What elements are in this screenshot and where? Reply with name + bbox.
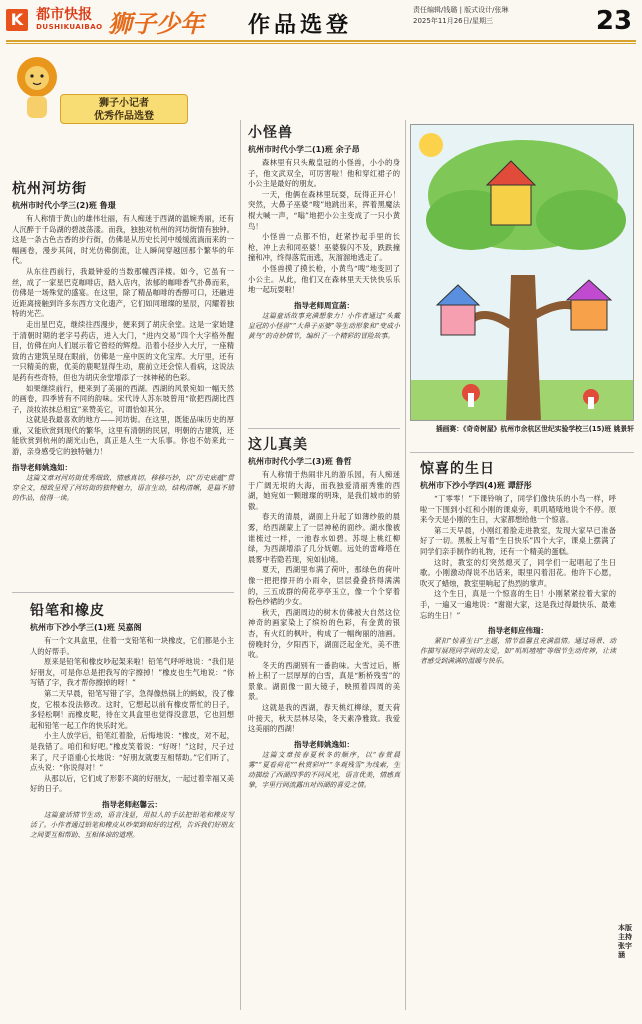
paragraph: 小主人放学后，铅笔红着脸，后悔地说：“橡皮，对不起，是我错了。咱们和好吧。”橡皮笑着说：“好呀！”这时，尺子过来了，尺子语重心长地说：“好朋友就要互相帮助。”它们听了，点头说：“你说得对！” — [30, 731, 234, 773]
paragraph: 小怪兽一点都不怕，赶紧抄起手里的长枪，冲上去和同巫婆！巫婆躲闪不及，跌跌撞撞和冲，终得落荒而逃，灰溜溜地逃走了。 — [248, 232, 400, 263]
paragraph: 小怪兽摸了摸长枪，小黄鸟“嗖”地变回了小公主。从此，他们又在森林里天天快快乐乐地一起玩耍啦！ — [248, 263, 400, 295]
paragraph: 有人称情于热闹非凡的游乐园，有人痴迷于广阔无垠的大海，而我独爱清丽秀雅的西湖，她宛如一颗璀璨的明珠，是我们城市的骄傲。 — [248, 470, 400, 511]
article-pencil — [30, 600, 234, 840]
paragraph: “丁零零！”下课铃响了，同学们像快乐的小鸟一样，呼啦一下围到小红和小刚的课桌旁，叽叽喳喳地说个不停。原来今天是小刚的生日，大家都想给他一个惊喜。 — [420, 494, 616, 525]
teacher-note: 这篇文章按春夏秋冬的顺序，以“春赏晨雾”“夏看荷花”“秋赏彩叶”“冬观残雪”为线索，生动描绘了西湖四季的不同风光，语言优美，情感真挚，字里行间流露出对西湖的喜爱之情。 — [248, 750, 400, 789]
column-line1: 狮子小记者 — [99, 98, 149, 109]
paragraph: 走出星巴克，继续往西漫步，便来到了胡庆余堂。这是一家始建于清朝时期的老字号药店，进入大门，“进内交易”四个大字格外醒目，仿佛在向人们展示着它曾经的辉煌。沿着小径步入大厅，一座精致的古建筑呈现在眼前，仿佛是一座中医的文化宝库。大厅里，还有一只精美的鹿，优美的鹿呢显得生动，鹿前立还会惊人看病，这说法是药有些奇特，但也为胡庆余堂增添了一抹神秘的色彩。 — [12, 319, 234, 382]
paragraph: 森林里有只头戴皇冠的小怪兽，小小的身子，他文武双全，可厉害啦！他和穿红裙子的小公主是最好的朋友。 — [248, 158, 400, 189]
lion-mascot-icon — [12, 52, 62, 122]
teacher-note-title: 指导老师赵馨云： — [102, 799, 162, 809]
article-hangzhou — [12, 178, 234, 503]
paragraph: 这就是我最喜欢的地方——河坊街。在这里，既能品味历史的厚重，又能欣赏到现代的繁华，这里有清朝的民居，明朝的古建筑，还能欣赏到杭州的湖光山色，真正是人生一大乐事。你也不妨来此一游，亲身感受它的独特魅力！ — [12, 415, 234, 457]
teacher-note-title: 指导老师姚逸如： — [12, 462, 72, 472]
article-title: 惊喜的生日 — [420, 461, 495, 477]
paragraph: 有一个文具盒里，住着一支铅笔和一块橡皮，它们都是小主人的好帮手。 — [30, 636, 234, 656]
paragraph: 秋天，西湖周边的树木仿佛被大自然这位神奇的画家染上了缤纷的色彩，有金黄的银杏，有火红的枫叶，构成了一幅绚丽的油画。傍晚时分，夕阳西下，湖面泛起金光，美不胜收。 — [248, 607, 400, 660]
paragraph: 有人称情于黄山的雄伟壮丽，有人痴迷于西湖的温婉秀丽，还有人沉醉于千岛湖的碧波荡漾。而我，独独对杭州的河坊街情有独钟。这是一条古色古香的步行街，仿佛是从历史长河中缓缓流淌而来的一幅画卷，漫步其间，时光仿佛倒流，让人瞬间穿越回那个繁华的年代。 — [12, 214, 234, 266]
page-number: 23 — [590, 0, 638, 42]
paragraph: 这就是我的西湖，春天桃红柳绿，夏天荷叶接天，秋天层林尽染，冬天素净雅致。我爱这美丽的西湖！ — [248, 703, 400, 734]
paragraph: 夏天，西湖里布满了荷叶，那绿色的荷叶像一把把撑开的小雨伞，层层叠叠挤得满满的，三五成群的荷花亭亭玉立，像一个个穿着粉色纱裙的少女。 — [248, 565, 400, 607]
teacher-note: 紧扣“惊喜生日”主题，情节温馨且充满温情。通过场景、动作描写展现同学间的友爱，如“叽叽喳喳”等细节生动传神，让读者感受到满满的温暖与快乐。 — [420, 637, 616, 666]
paragraph: 第二天早晨，铅笔写错了字，急得像热锅上的蚂蚁，没了橡皮，它根本没法修改。这时，它想起以前有橡皮帮忙的日子，多轻松啊！而橡皮呢，待在文具盒里也觉得没意思，它也回想起和铅笔一起工作的快乐时光。 — [30, 688, 234, 730]
design: 版式设计/张琳 — [464, 6, 509, 14]
teacher-note: 这篇童话故事充满想象力！小作者通过“头戴皇冠的小怪兽”“大鼻子巫婆”等生动形象和“变成小黄鸟”的奇妙情节，编织了一个精彩的冒险故事。 — [248, 311, 400, 340]
logo-icon: K — [6, 9, 28, 31]
column-divider — [405, 120, 406, 1010]
illustration-caption: 插画赛：《奇奇树屋》杭州市余杭区世纪实验学校三(15)班 姚景轩 — [435, 425, 634, 433]
article-body — [30, 636, 234, 795]
article-beauty — [248, 434, 400, 790]
teacher-note-title: 指导老师周宣菡： — [294, 300, 354, 310]
editor-info: 责任编辑/钱璐 | 版式设计/张琳 2025年11月26日/星期三 — [413, 6, 509, 25]
article-body — [12, 214, 234, 458]
treehouse-illustration — [410, 124, 634, 421]
article-body — [420, 494, 616, 621]
section-divider — [410, 452, 634, 453]
article-byline: 杭州市下沙小学三(1)班 吴嘉阁 — [30, 623, 142, 632]
article-body — [248, 470, 400, 735]
teacher-note-title: 指导老师应伟瑞： — [488, 626, 548, 636]
header-rule — [6, 40, 636, 42]
column-line2: 优秀作品选登 — [94, 111, 154, 122]
issue-date: 2025年11月26日/星期三 — [413, 17, 493, 25]
article-monster — [248, 122, 400, 341]
paragraph: 原来是铅笔和橡皮吵起架来啦！铅笔气呼呼地说：“我们是好朋友，可是你总是把我写的字擦掉！”橡皮也生气地说：“你写错了字，我才帮你擦掉的呀！” — [30, 657, 234, 688]
paragraph: 从那以后，它们成了形影不离的好朋友，一起过着幸福又美好的日子。 — [30, 773, 234, 794]
article-byline: 杭州市时代小学二(1)班 余子昂 — [248, 145, 360, 154]
paragraph: 一天，他俩在森林里玩耍，玩得正开心！突然，大鼻子巫婆“嗖”地跳出来，挥着黑魔法棍大喊一声，“嗡”地把小公主变成了一只小黄鸟！ — [248, 189, 400, 231]
lion-brand-title: 狮子少年 — [108, 9, 204, 38]
teacher-note: 这篇童话情节生动，语言浅显，用拟人的手法把铅笔和橡皮写活了。小作者通过铅笔和橡皮从吵架到和好的过程，告诉我们好朋友之间要互相帮助、互相体谅的道理。 — [30, 810, 234, 839]
article-body — [248, 158, 400, 296]
paragraph: 从东往西前行，我最钟爱的当数那幢西洋楼。如今，它虽有一丝，成了一家星巴克咖啡店，踏入店内，浓郁的咖啡香气扑鼻而来，仿佛是一场殊觉的盛宴。在这里，除了精品咖啡的香醇可口，还融进近距离接触到许多东西方文化遗产，它们如同璀璨的星辰，闪耀着独特的光芒。 — [12, 266, 234, 319]
section-divider — [248, 428, 400, 429]
section-divider — [12, 592, 234, 593]
article-title: 这儿真美 — [248, 437, 308, 453]
header-rule-thin — [6, 43, 636, 44]
paragraph: 如果继续前行，便来到了美丽的西湖。西湖的风景宛如一幅天然的画卷，四季皆有不同的韵味。宋代诗人苏东坡曾用“欲把西湖比西子，淡妆浓抹总相宜”来赞美它，可谓恰如其分。 — [12, 383, 234, 414]
article-byline: 杭州市下沙小学四(4)班 谭舒彤 — [420, 481, 532, 490]
paragraph: 冬天的西湖别有一番韵味。大雪过后，断桥上积了一层厚厚的白雪，真是“断桥残雪”的景象。湖面像一面大镜子，映照着四周的美景。 — [248, 660, 400, 702]
paragraph: 第二天早晨，小刚红着脸走进教室，发现大家早已准备好了一切。黑板上写着“生日快乐”四个大字，课桌上摆满了同学们亲手制作的礼物，还有一个精美的蛋糕。 — [420, 525, 616, 556]
column-banner — [60, 94, 188, 124]
column-divider — [240, 120, 241, 1010]
page-title: 作品选登 — [248, 12, 353, 38]
treehouse-drawing — [411, 125, 634, 421]
article-byline: 杭州市时代小学二(3)班 鲁哲 — [248, 457, 352, 466]
article-title: 小怪兽 — [248, 125, 293, 141]
page-host-credit: 本版主持 张宇涵 — [618, 924, 632, 959]
paragraph: 这时，教室的灯突然熄灭了，同学们一起唱起了生日歌。小刚激动得说不出话来，眼里闪着泪花。他许下心愿，吹灭了蜡烛，教室里响起了热烈的掌声。 — [420, 557, 616, 588]
article-byline: 杭州市时代小学三(2)班 鲁璟 — [12, 201, 116, 210]
paragraph: 春天的清晨，湖面上升起了如薄纱般的晨雾，给西湖蒙上了一层神秘的面纱。湖水像被谁梳过一样，一池春水如碧。苏堤上桃红柳绿，为西湖增添了几分妩媚。远处的雷峰塔在晨雾中若隐若现，宛如仙境。 — [248, 512, 400, 564]
teacher-note: 这篇文章对河坊街优秀细致、情感真切。移移巧妙，以“历史底蕴”贯穿全文，细致呈现了河坊街的独特魅力，语言生动，结构清晰，是篇不错的作品，值得一读。 — [12, 473, 234, 502]
editor: 责任编辑/钱璐 — [413, 6, 458, 14]
paper-pinyin: DUSHIKUAIBAO — [36, 23, 103, 31]
paragraph: 这个生日，真是一个惊喜的生日！小刚紧紧拉着大家的手，一遍又一遍地说：“谢谢大家，这是我过得最快乐、最难忘的生日！” — [420, 589, 616, 620]
article-title: 杭州河坊街 — [12, 181, 87, 197]
article-title: 铅笔和橡皮 — [30, 603, 105, 619]
article-birthday — [420, 458, 616, 666]
teacher-note-title: 指导老师姚逸如： — [294, 739, 354, 749]
paper-name: 都市快报 — [36, 7, 93, 23]
